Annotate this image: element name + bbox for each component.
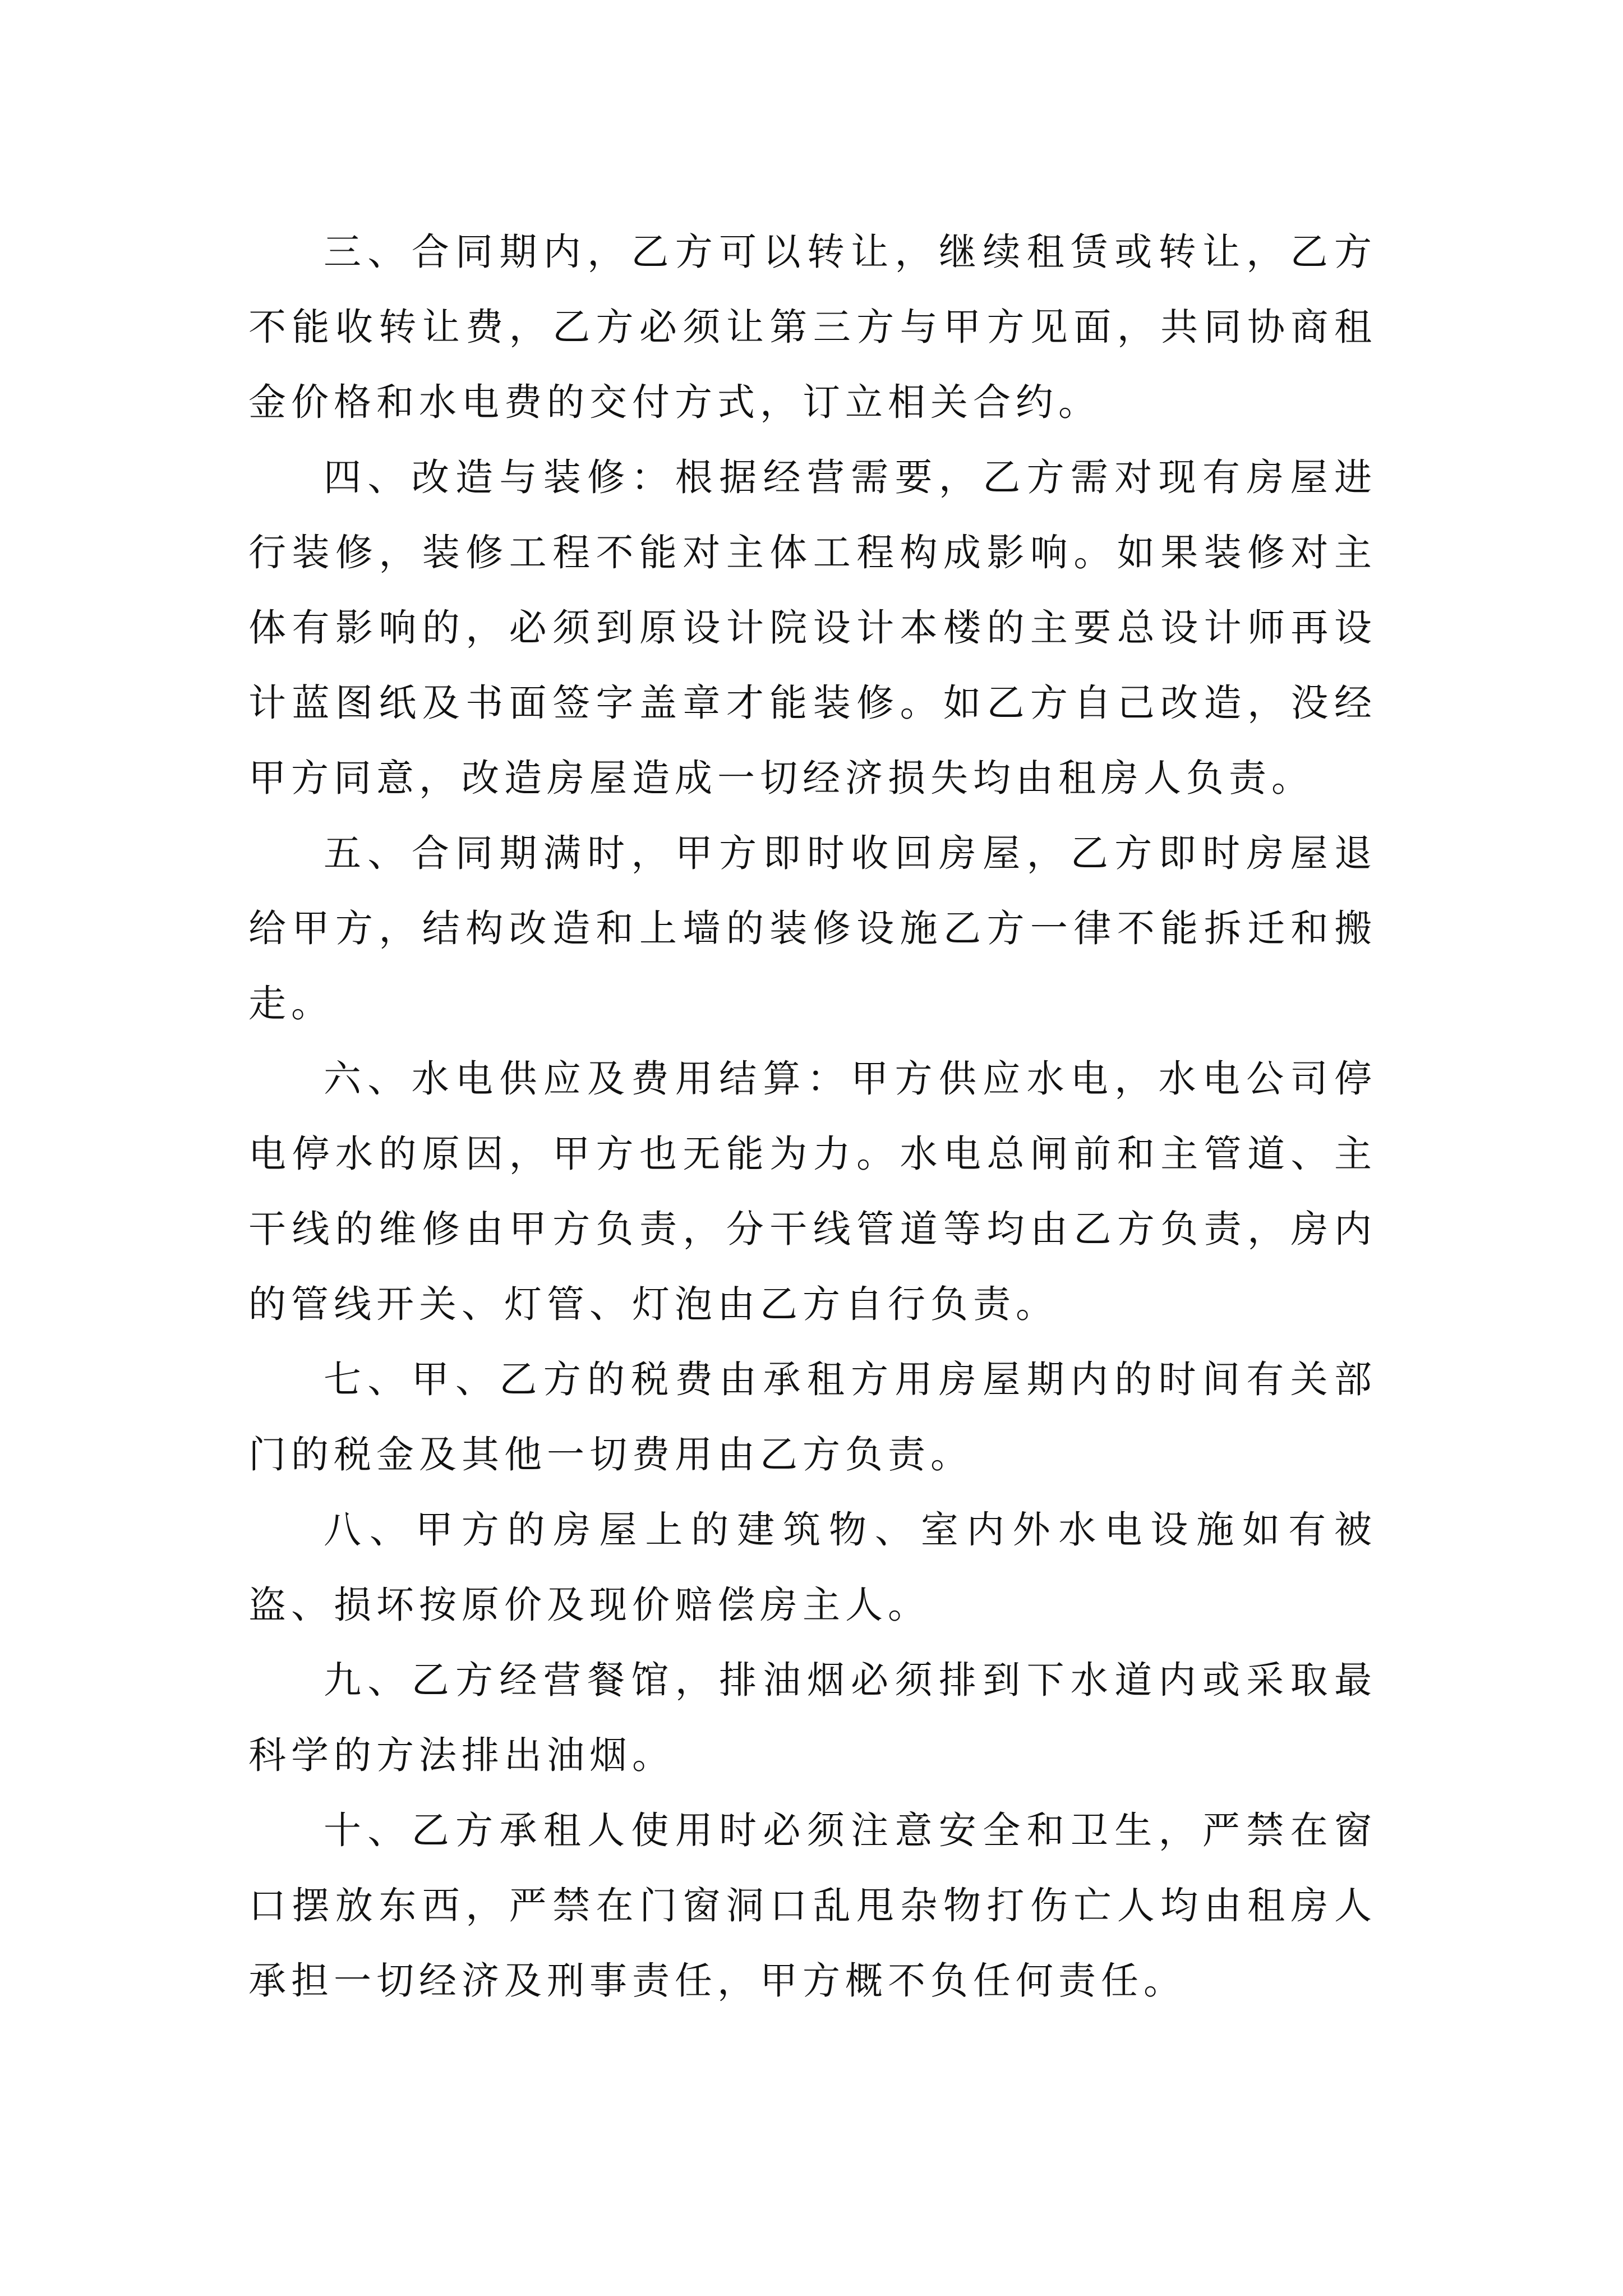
clause-5-paragraph: 五、合同期满时，甲方即时收回房屋，乙方即时房屋退给甲方，结构改造和上墙的装修设施乙方一律不能拆迁和搬走。 bbox=[248, 831, 1377, 1025]
clause-9-paragraph: 九、乙方经营餐馆，排油烟必须排到下水道内或采取最科学的方法排出油烟。 bbox=[248, 1658, 1377, 1777]
clause-8-paragraph: 八、甲方的房屋上的建筑物、室内外水电设施如有被盗、损坏按原价及现价赔偿房主人。 bbox=[248, 1508, 1377, 1627]
clause-10-paragraph: 十、乙方承租人使用时必须注意安全和卫生，严禁在窗口摆放东西，严禁在门窗洞口乱甩杂物打伤亡人均由租房人承担一切经济及刑事责任，甲方概不负任何责任。 bbox=[248, 1809, 1377, 2003]
clause-4-paragraph: 四、改造与装修：根据经营需要，乙方需对现有房屋进行装修，装修工程不能对主体工程构成影响。如果装修对主体有影响的，必须到原设计院设计本楼的主要总设计师再设计蓝图纸及书面签字盖章才能装修。如乙方自己改造，没经甲方同意，改造房屋造成一切经济损失均由租房人负责。 bbox=[248, 455, 1377, 800]
document-body bbox=[248, 214, 1377, 2018]
clause-3-paragraph: 三、合同期内，乙方可以转让，继续租赁或转让，乙方不能收转让费，乙方必须让第三方与甲方见面，共同协商租金价格和水电费的交付方式，订立相关合约。 bbox=[248, 230, 1377, 424]
clause-6-paragraph: 六、水电供应及费用结算：甲方供应水电，水电公司停电停水的原因，甲方也无能为力。水电总闸前和主管道、主干线的维修由甲方负责，分干线管道等均由乙方负责，房内的管线开关、灯管、灯泡由乙方自行负责。 bbox=[248, 1057, 1377, 1326]
clause-7-paragraph: 七、甲、乙方的税费由承租方用房屋期内的时间有关部门的税金及其他一切费用由乙方负责。 bbox=[248, 1358, 1377, 1476]
